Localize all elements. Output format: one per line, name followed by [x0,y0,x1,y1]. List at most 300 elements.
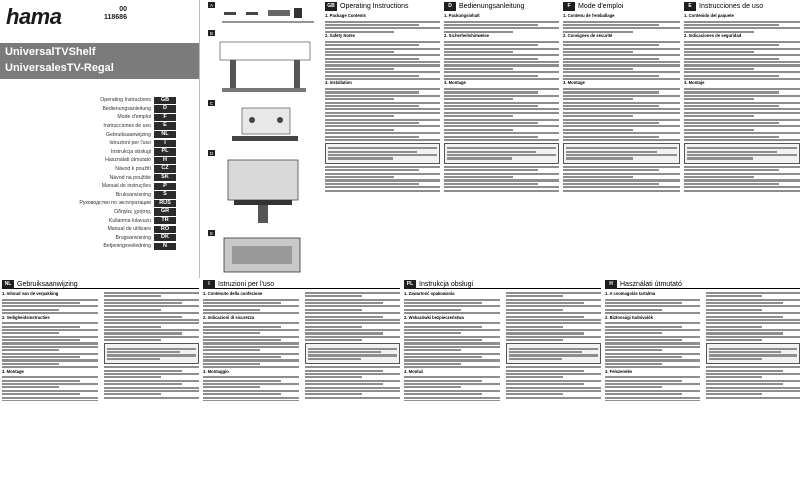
subsection-heading: 3. Montaż [404,368,424,374]
subsection-heading: 3. Montaje [684,80,705,86]
text-line [444,24,538,26]
text-line [325,179,440,181]
text-line [605,339,682,341]
text-line [325,115,394,117]
text-line [325,132,440,134]
text-line [2,397,98,399]
text-line [563,166,680,168]
subsection-heading: 2. Biztonsági tudnivalók [605,314,653,320]
text-line [506,393,563,395]
text-line [305,397,401,399]
text-line [2,326,80,328]
text-line [605,336,700,338]
section-header [605,280,800,289]
text-line [447,157,512,159]
text-line [404,380,482,382]
text-line [706,312,801,314]
text-line [325,54,440,56]
text-line [104,295,161,297]
text-line [563,91,659,93]
text-line [605,353,700,355]
text-line [684,136,779,138]
article-number [104,6,127,22]
text-line [305,393,362,395]
text-line [563,88,680,90]
text-line [305,370,383,372]
subsection-heading: 3. Felszerelés [605,368,633,374]
text-line [444,95,559,97]
language-row [18,182,176,191]
text-line [605,305,700,307]
text-line [305,383,383,385]
text-line [444,108,559,110]
text-line [404,299,500,301]
text-line [104,316,182,318]
svg-text:D: D [209,150,214,156]
text-line [325,95,440,97]
text-line [605,299,700,301]
text-line [444,136,538,138]
text-line [684,41,800,43]
text-line [107,351,180,353]
text-line [506,339,563,341]
language-code-badge: RUS [154,200,176,207]
text-line [404,322,500,324]
text-line [104,397,200,399]
text-line [605,366,700,368]
language-list [18,96,176,251]
text-line [2,342,98,344]
text-line [566,147,677,149]
text-line [684,166,800,168]
text-line [328,154,437,156]
text-line [684,98,754,100]
text-line [563,139,680,141]
text-line [444,169,538,171]
text-line [563,190,680,192]
text-line [684,44,779,46]
warning-box [563,143,680,164]
text-line [506,316,584,318]
text-line [444,54,559,56]
section-title: Istruzioni per l'uso [218,280,275,288]
language-section [605,280,800,479]
text-line [706,373,801,375]
language-name: Bedienungsanleitung [102,105,151,112]
language-code-badge: GB [154,97,176,104]
language-row [18,96,176,105]
text-line [404,376,500,378]
text-line [444,166,559,168]
text-line [107,358,161,360]
text-line [444,190,559,192]
text-line [325,88,440,90]
text-line [684,48,800,50]
text-line [305,390,401,392]
text-line [444,91,538,93]
warning-box [684,143,800,164]
text-line [308,358,362,360]
text-line [444,27,559,29]
text-line [104,339,161,341]
text-line [104,322,200,324]
text-line [104,332,182,334]
text-line [706,339,763,341]
text-line [605,393,682,395]
text-line [203,299,299,301]
text-line [203,363,260,365]
text-line [506,387,602,389]
text-line [305,336,401,338]
text-line [325,125,440,127]
text-line [2,376,98,378]
text-line [706,309,763,311]
section-title: Instrucciones de uso [699,3,764,10]
text-line [706,387,801,389]
text-line [325,91,419,93]
text-line [325,169,419,171]
text-line [203,305,299,307]
language-code-badge: GB [325,2,337,11]
text-line [706,326,763,328]
text-line [203,397,299,399]
text-line [305,302,383,304]
text-line [104,302,182,304]
text-line [325,24,419,26]
text-line [563,119,680,121]
text-line [305,373,401,375]
language-section [444,2,559,278]
text-line [684,27,800,29]
text-line [506,319,602,321]
language-name: Οδηγίες χρήσης [114,209,151,216]
text-line [605,309,662,311]
text-line [104,305,200,307]
text-line [2,339,80,341]
text-line [2,312,98,314]
section-title: Bedienungsanleitung [459,3,525,10]
text-line [305,366,401,368]
text-line [684,95,800,97]
text-line [444,173,559,175]
text-line [506,366,602,368]
text-line [328,147,437,149]
text-line [404,332,461,334]
text-line [563,95,680,97]
language-code-badge: P [154,183,176,190]
language-code-badge: D [154,105,176,112]
language-name: Návod na použitie [109,174,151,181]
subsection-heading: 1. Contenuto della confezione [203,291,263,296]
language-code-badge: N [154,243,176,250]
text-line [684,125,800,127]
language-section [563,2,680,278]
text-line [605,356,682,358]
text-line [509,358,563,360]
text-line [325,27,440,29]
text-line [2,336,98,338]
language-row [18,148,176,157]
svg-text:A: A [209,2,214,8]
text-line [2,363,59,365]
language-section [2,280,199,479]
text-line [325,176,394,178]
section-body [325,14,440,192]
text-line [709,351,782,353]
text-line [563,105,659,107]
text-line [404,326,482,328]
text-line [684,108,800,110]
text-line [605,380,682,382]
text-line [305,309,362,311]
text-line [325,61,440,63]
text-line [404,356,482,358]
text-line [444,51,513,53]
warning-box [325,143,440,164]
text-line [706,397,801,399]
text-line [104,366,200,368]
text-line [709,348,798,350]
text-line [404,390,500,392]
text-line [684,51,754,53]
text-line [706,302,783,304]
text-line [563,61,680,63]
language-row [18,234,176,243]
text-line [325,166,440,168]
panel-divider [199,0,200,278]
language-code-badge: CZ [154,165,176,172]
text-line [563,173,680,175]
text-line [308,348,398,350]
text-line [444,44,538,46]
text-line [563,71,680,73]
text-line [203,386,260,388]
text-line [563,108,680,110]
section-body [2,292,199,400]
text-line [444,129,513,131]
illustration-panel [202,0,322,278]
language-name: Manual de utilizare [107,226,151,233]
text-line [506,380,602,382]
text-line [2,309,59,311]
text-line [684,58,779,60]
section-body [404,292,601,400]
text-line [684,68,754,70]
text-line [563,115,633,117]
text-line [2,359,98,361]
text-line [563,24,659,26]
text-line [506,370,584,372]
text-line [444,119,559,121]
text-line [325,58,419,60]
subsection-heading: 2. Wskazówki bezpieczeństwa [404,314,464,320]
language-row [18,165,176,174]
brand-logo: hama [6,4,62,29]
text-line [325,136,419,138]
text-line [203,342,299,344]
text-line [325,186,440,188]
text-line [706,370,783,372]
text-line [305,380,401,382]
article-number-line-1: 00 [119,6,127,13]
subsection-heading: 3. Installation [325,80,352,86]
text-line [563,179,680,181]
subsection-heading: 1. Inhoud van de verpakking [2,291,59,296]
text-line [203,339,281,341]
text-line [328,151,417,153]
text-line [444,179,559,181]
language-name: Mode d'emploi [117,114,151,121]
text-line [325,75,419,77]
text-line [563,41,680,43]
text-line [203,366,299,368]
text-line [566,157,633,159]
text-line [107,348,197,350]
text-line [684,64,800,66]
text-line [444,75,538,77]
text-line [605,332,662,334]
section-header [444,2,559,11]
text-line [104,390,200,392]
text-line [2,329,98,331]
text-line [563,48,680,50]
text-line [444,183,538,185]
text-line [684,54,800,56]
text-line [563,44,659,46]
text-line [104,387,200,389]
language-row [18,156,176,165]
text-line [305,312,401,314]
text-line [404,383,500,385]
text-line [305,299,401,301]
language-row [18,208,176,217]
section-header [2,280,199,289]
text-line [2,386,59,388]
text-line [2,383,98,385]
language-row [18,242,176,251]
text-line [404,312,500,314]
text-line [305,329,401,331]
text-line [2,356,80,358]
subsection-heading: 1. Contenu de l'emballage [563,13,615,18]
text-line [684,75,779,77]
text-line [104,393,161,395]
text-line [305,387,401,389]
text-line [444,115,513,117]
language-name: Betjeningsveiledning [103,243,151,250]
text-line [447,151,536,153]
svg-text:E: E [209,230,214,236]
text-line [104,312,200,314]
language-code-badge: NL [154,131,176,138]
subsection-heading: 3. Montage [563,80,585,86]
section-body [605,292,800,400]
text-line [706,305,801,307]
subsection-heading: 1. Contenido del paquete [684,13,734,18]
text-line [605,359,700,361]
title-band [0,43,200,79]
text-line [563,21,680,23]
text-line [506,390,602,392]
text-line [506,373,602,375]
language-row [18,225,176,234]
language-code-badge: E [684,2,696,11]
text-line [325,139,440,141]
text-line [563,122,659,124]
text-line [104,383,182,385]
warning-box [706,343,801,364]
text-line [684,112,800,114]
text-line [444,21,559,23]
text-line [308,351,381,353]
text-line [444,71,559,73]
text-line [684,132,800,134]
text-line [203,346,299,348]
text-line [444,186,559,188]
text-line [447,147,556,149]
text-line [325,112,440,114]
text-line [563,125,680,127]
text-line [684,115,754,117]
text-line [2,349,59,351]
text-line [509,354,599,356]
text-line [684,179,800,181]
text-line [706,383,783,385]
subsection-heading: 2. Veiligheidsinstructies [2,314,50,320]
text-line [687,157,753,159]
subsection-heading: 3. Montage [444,80,466,86]
text-line [605,302,682,304]
text-line [687,151,777,153]
text-line [104,380,200,382]
text-line [104,319,200,321]
text-line [706,295,763,297]
text-line [325,129,394,131]
text-line [563,75,659,77]
language-row [18,199,176,208]
text-line [203,380,281,382]
language-name: Instrukcja obsługi [110,148,151,155]
product-title-en: UniversalTVShelf [5,46,96,58]
text-line [2,322,98,324]
language-code-badge: E [154,122,176,129]
section-title: Mode d'emploi [578,3,624,10]
text-line [404,386,461,388]
text-line [305,376,362,378]
text-line [605,312,700,314]
text-line [325,98,394,100]
language-name: Brugsanvisning [115,234,151,241]
language-code-badge: DK [154,234,176,241]
text-line [444,58,538,60]
text-line [325,173,440,175]
text-line [104,299,200,301]
section-title: Instrukcja obsługi [419,280,474,288]
text-line [706,322,801,324]
text-line [2,332,59,334]
language-code-badge: RO [154,226,176,233]
text-line [2,299,98,301]
text-line [325,119,440,121]
text-line [563,132,680,134]
language-name: Istruzioni per l'uso [109,140,151,147]
text-line [2,346,98,348]
text-line [404,359,500,361]
text-line [605,390,700,392]
text-line [684,186,800,188]
text-line [684,24,779,26]
text-line [444,88,559,90]
